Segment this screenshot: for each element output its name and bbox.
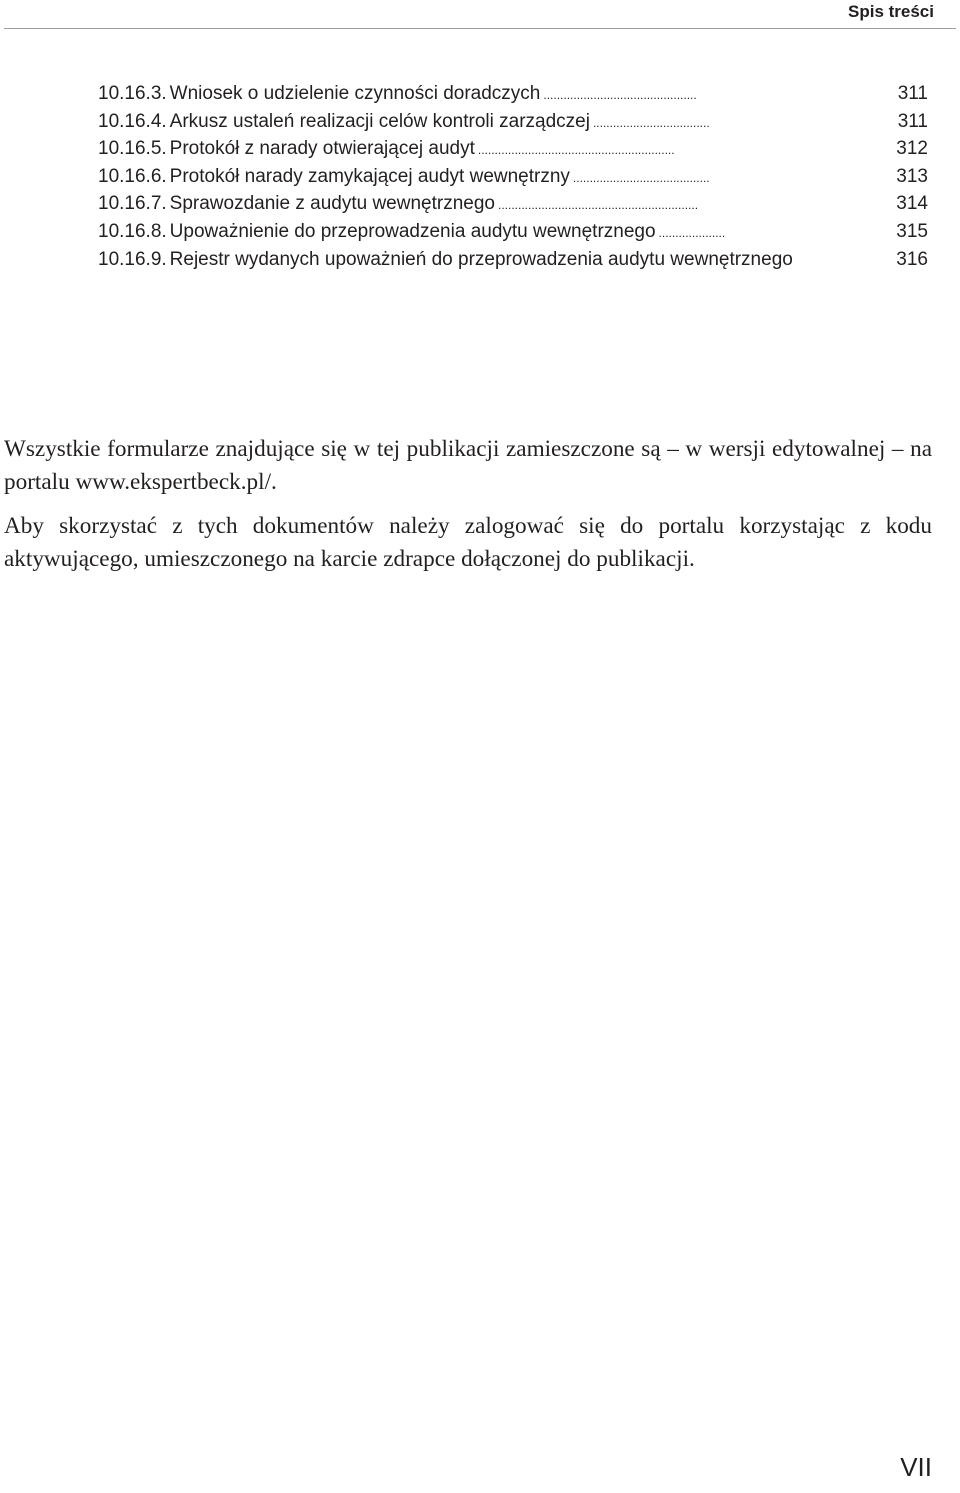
toc-entry-page: 314 xyxy=(896,193,928,215)
toc-entry-leader: .................... xyxy=(658,225,726,240)
toc-entry-number: 10.16.7. xyxy=(98,193,167,215)
toc-entry-leader: ......................................... xyxy=(572,170,710,185)
toc-entry xyxy=(98,135,928,163)
toc-entry xyxy=(98,190,928,218)
toc-entry-page: 316 xyxy=(896,248,928,270)
toc-entry-leader: ........................................................... xyxy=(477,143,675,158)
header-divider xyxy=(4,28,956,29)
toc-entry-title: Protokół narady zamykającej audyt wewnętrzny xyxy=(169,165,570,187)
portal-access-note: Aby skorzystać z tych dokumentów należy zalogować się do portalu korzystając z kodu aktywującego, umieszczonego na karcie zdrapce dołączonej do publikacji. xyxy=(4,513,932,572)
forms-availability-note: Wszystkie formularze znajdujące się w tej publikacji zamieszczone są – w wersji edytowalnej – na portalu www.ekspertbeck.pl/. xyxy=(4,436,932,495)
toc-entry xyxy=(98,246,928,274)
toc-entry-title: Sprawozdanie z audytu wewnętrznego xyxy=(169,193,495,215)
toc-entry-title: Wniosek o udzielenie czynności doradczych xyxy=(169,83,541,104)
toc-entry-title: Arkusz ustaleń realizacji celów kontroli zarządczej xyxy=(169,110,590,132)
toc-entry-number: 10.16.4. xyxy=(98,110,167,132)
toc-entry-leader: ................................... xyxy=(592,115,710,130)
toc-entry-number: 10.16.6. xyxy=(98,165,167,187)
running-header-title: Spis treści xyxy=(848,2,934,21)
toc-entry-title: Rejestr wydanych upoważnień do przeprowadzenia audytu wewnętrznego xyxy=(169,248,793,270)
toc-entry-number: 10.16.9. xyxy=(98,248,167,270)
toc-entry-number: 10.16.5. xyxy=(98,138,167,160)
page-number: VII xyxy=(900,1452,932,1482)
toc-entry-page: 315 xyxy=(896,220,928,242)
table-of-contents xyxy=(98,80,928,273)
toc-entry-number: 10.16.8. xyxy=(98,220,167,242)
toc-entry-leader: .............................................. xyxy=(543,88,697,102)
toc-entry-number: 10.16.3. xyxy=(98,83,167,104)
toc-entry xyxy=(98,80,928,108)
toc-entry-title: Protokół z narady otwierającej audyt xyxy=(169,138,475,160)
toc-entry-page: 311 xyxy=(897,83,928,104)
toc-entry-leader: ............................................................ xyxy=(497,198,699,213)
toc-entry-page: 311 xyxy=(897,110,928,132)
toc-entry xyxy=(98,218,928,246)
toc-entry xyxy=(98,163,928,191)
toc-entry-page: 312 xyxy=(896,138,928,160)
toc-entry-page: 313 xyxy=(896,165,928,187)
toc-entry-title: Upoważnienie do przeprowadzenia audytu wewnętrznego xyxy=(169,220,656,242)
toc-entry xyxy=(98,108,928,136)
